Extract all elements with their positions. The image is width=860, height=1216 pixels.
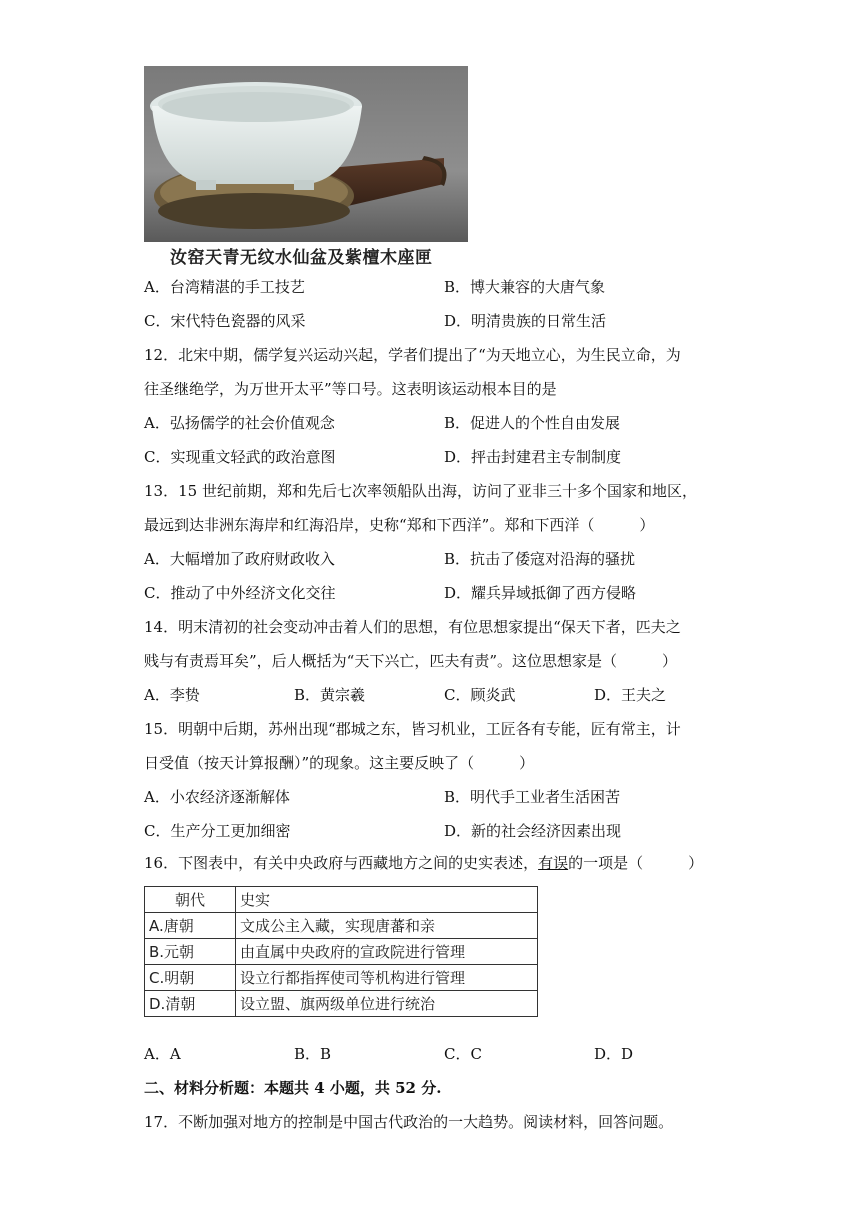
table-cell-dynasty: B.元朝 [145, 939, 236, 965]
q16-stem [144, 852, 703, 873]
table-cell-dynasty: C.明朝 [145, 965, 236, 991]
q12-stem-line1: 12．北宋中期，儒学复兴运动兴起，学者们提出了“为天地立心，为生民立命，为 [144, 346, 681, 364]
q14-option-c: C．顾炎武 [444, 686, 516, 704]
table-header-fact: 史实 [236, 887, 538, 913]
q12-option-b: B．促进人的个性自由发展 [444, 414, 621, 432]
table-header-dynasty: 朝代 [145, 887, 236, 913]
q16-option-c: C．C [444, 1045, 482, 1063]
q11-option-c: C．宋代特色瓷器的风采 [144, 312, 306, 330]
q16-stem-before: 16．下图表中，有关中央政府与西藏地方之间的史实表述， [144, 854, 539, 872]
q13-option-d: D．耀兵异域抵御了西方侵略 [444, 584, 637, 602]
table-header-row [145, 887, 538, 913]
q13-option-c: C．推动了中外经济文化交往 [144, 584, 336, 602]
q15-stem-line1: 15．明朝中后期，苏州出现“郡城之东，皆习机业，工匠各有专能，匠有常主，计 [144, 720, 681, 738]
tibet-history-table [144, 886, 538, 1017]
q17-stem: 17．不断加强对地方的控制是中国古代政治的一大趋势。阅读材料，回答问题。 [144, 1113, 674, 1131]
q13-option-b: B．抗击了倭寇对沿海的骚扰 [444, 550, 636, 568]
q15-option-b: B．明代手工业者生活困苦 [444, 788, 621, 806]
q15-option-a: A．小农经济逐渐解体 [144, 788, 290, 806]
table-cell-dynasty: A.唐朝 [145, 913, 236, 939]
q12-option-d: D．抨击封建君主专制制度 [444, 448, 622, 466]
q13-option-a: A．大幅增加了政府财政收入 [144, 550, 335, 568]
q14-stem-line2: 贱与有责焉耳矣”，后人概括为“天下兴亡，匹夫有责”。这位思想家是（ ） [144, 652, 678, 670]
table-cell-fact: 由直属中央政府的宣政院进行管理 [236, 939, 538, 965]
q15-option-d: D．新的社会经济因素出现 [444, 822, 622, 840]
q16-stem-underlined: 有误 [538, 854, 569, 872]
table-cell-dynasty: D.清朝 [145, 991, 236, 1017]
q16-option-a: A．A [144, 1045, 181, 1063]
table-cell-fact: 设立行都指挥使司等机构进行管理 [236, 965, 538, 991]
q13-stem-line2: 最远到达非洲东海岸和红海沿岸，史称“郑和下西洋”。郑和下西洋（ ） [144, 516, 655, 534]
table-row [145, 939, 538, 965]
q15-option-c: C．生产分工更加细密 [144, 822, 291, 840]
porcelain-basin-illustration [144, 66, 468, 242]
table-row [145, 913, 538, 939]
q14-option-a: A．李贽 [144, 686, 200, 704]
q16-stem-after: 的一项是（ ） [568, 854, 704, 872]
q16-option-d: D．D [594, 1045, 634, 1063]
q13-stem-line1: 13．15 世纪前期，郑和先后七次率领船队出海，访问了亚非三十多个国家和地区， [144, 482, 697, 500]
q14-stem-line1: 14．明末清初的社会变动冲击着人们的思想，有位思想家提出“保天下者，匹夫之 [144, 618, 681, 636]
q14-option-d: D．王夫之 [594, 686, 667, 704]
q14-option-b: B．黄宗羲 [294, 686, 366, 704]
q12-option-a: A．弘扬儒学的社会价值观念 [144, 414, 335, 432]
q15-stem-line2: 日受值（按天计算报酬）”的现象。这主要反映了（ ） [144, 754, 535, 772]
q16-option-b: B．B [294, 1045, 332, 1063]
porcelain-basin-photo [144, 66, 468, 242]
q11-option-d: D．明清贵族的日常生活 [444, 312, 607, 330]
q12-option-c: C．实现重文轻武的政治意图 [144, 448, 336, 466]
image-caption: 汝窑天青无纹水仙盆及紫檀木座匣 [170, 248, 433, 268]
table-cell-fact: 设立盟、旗两级单位进行统治 [236, 991, 538, 1017]
q11-option-a: A．台湾精湛的手工技艺 [144, 278, 305, 296]
q11-option-b: B．博大兼容的大唐气象 [444, 278, 606, 296]
section2-heading: 二、材料分析题：本题共 4 小题，共 52 分. [144, 1079, 442, 1097]
table-row [145, 965, 538, 991]
q12-stem-line2: 往圣继绝学，为万世开太平”等口号。这表明该运动根本目的是 [144, 380, 557, 398]
table-cell-fact: 文成公主入藏，实现唐蕃和亲 [236, 913, 538, 939]
table-row [145, 991, 538, 1017]
